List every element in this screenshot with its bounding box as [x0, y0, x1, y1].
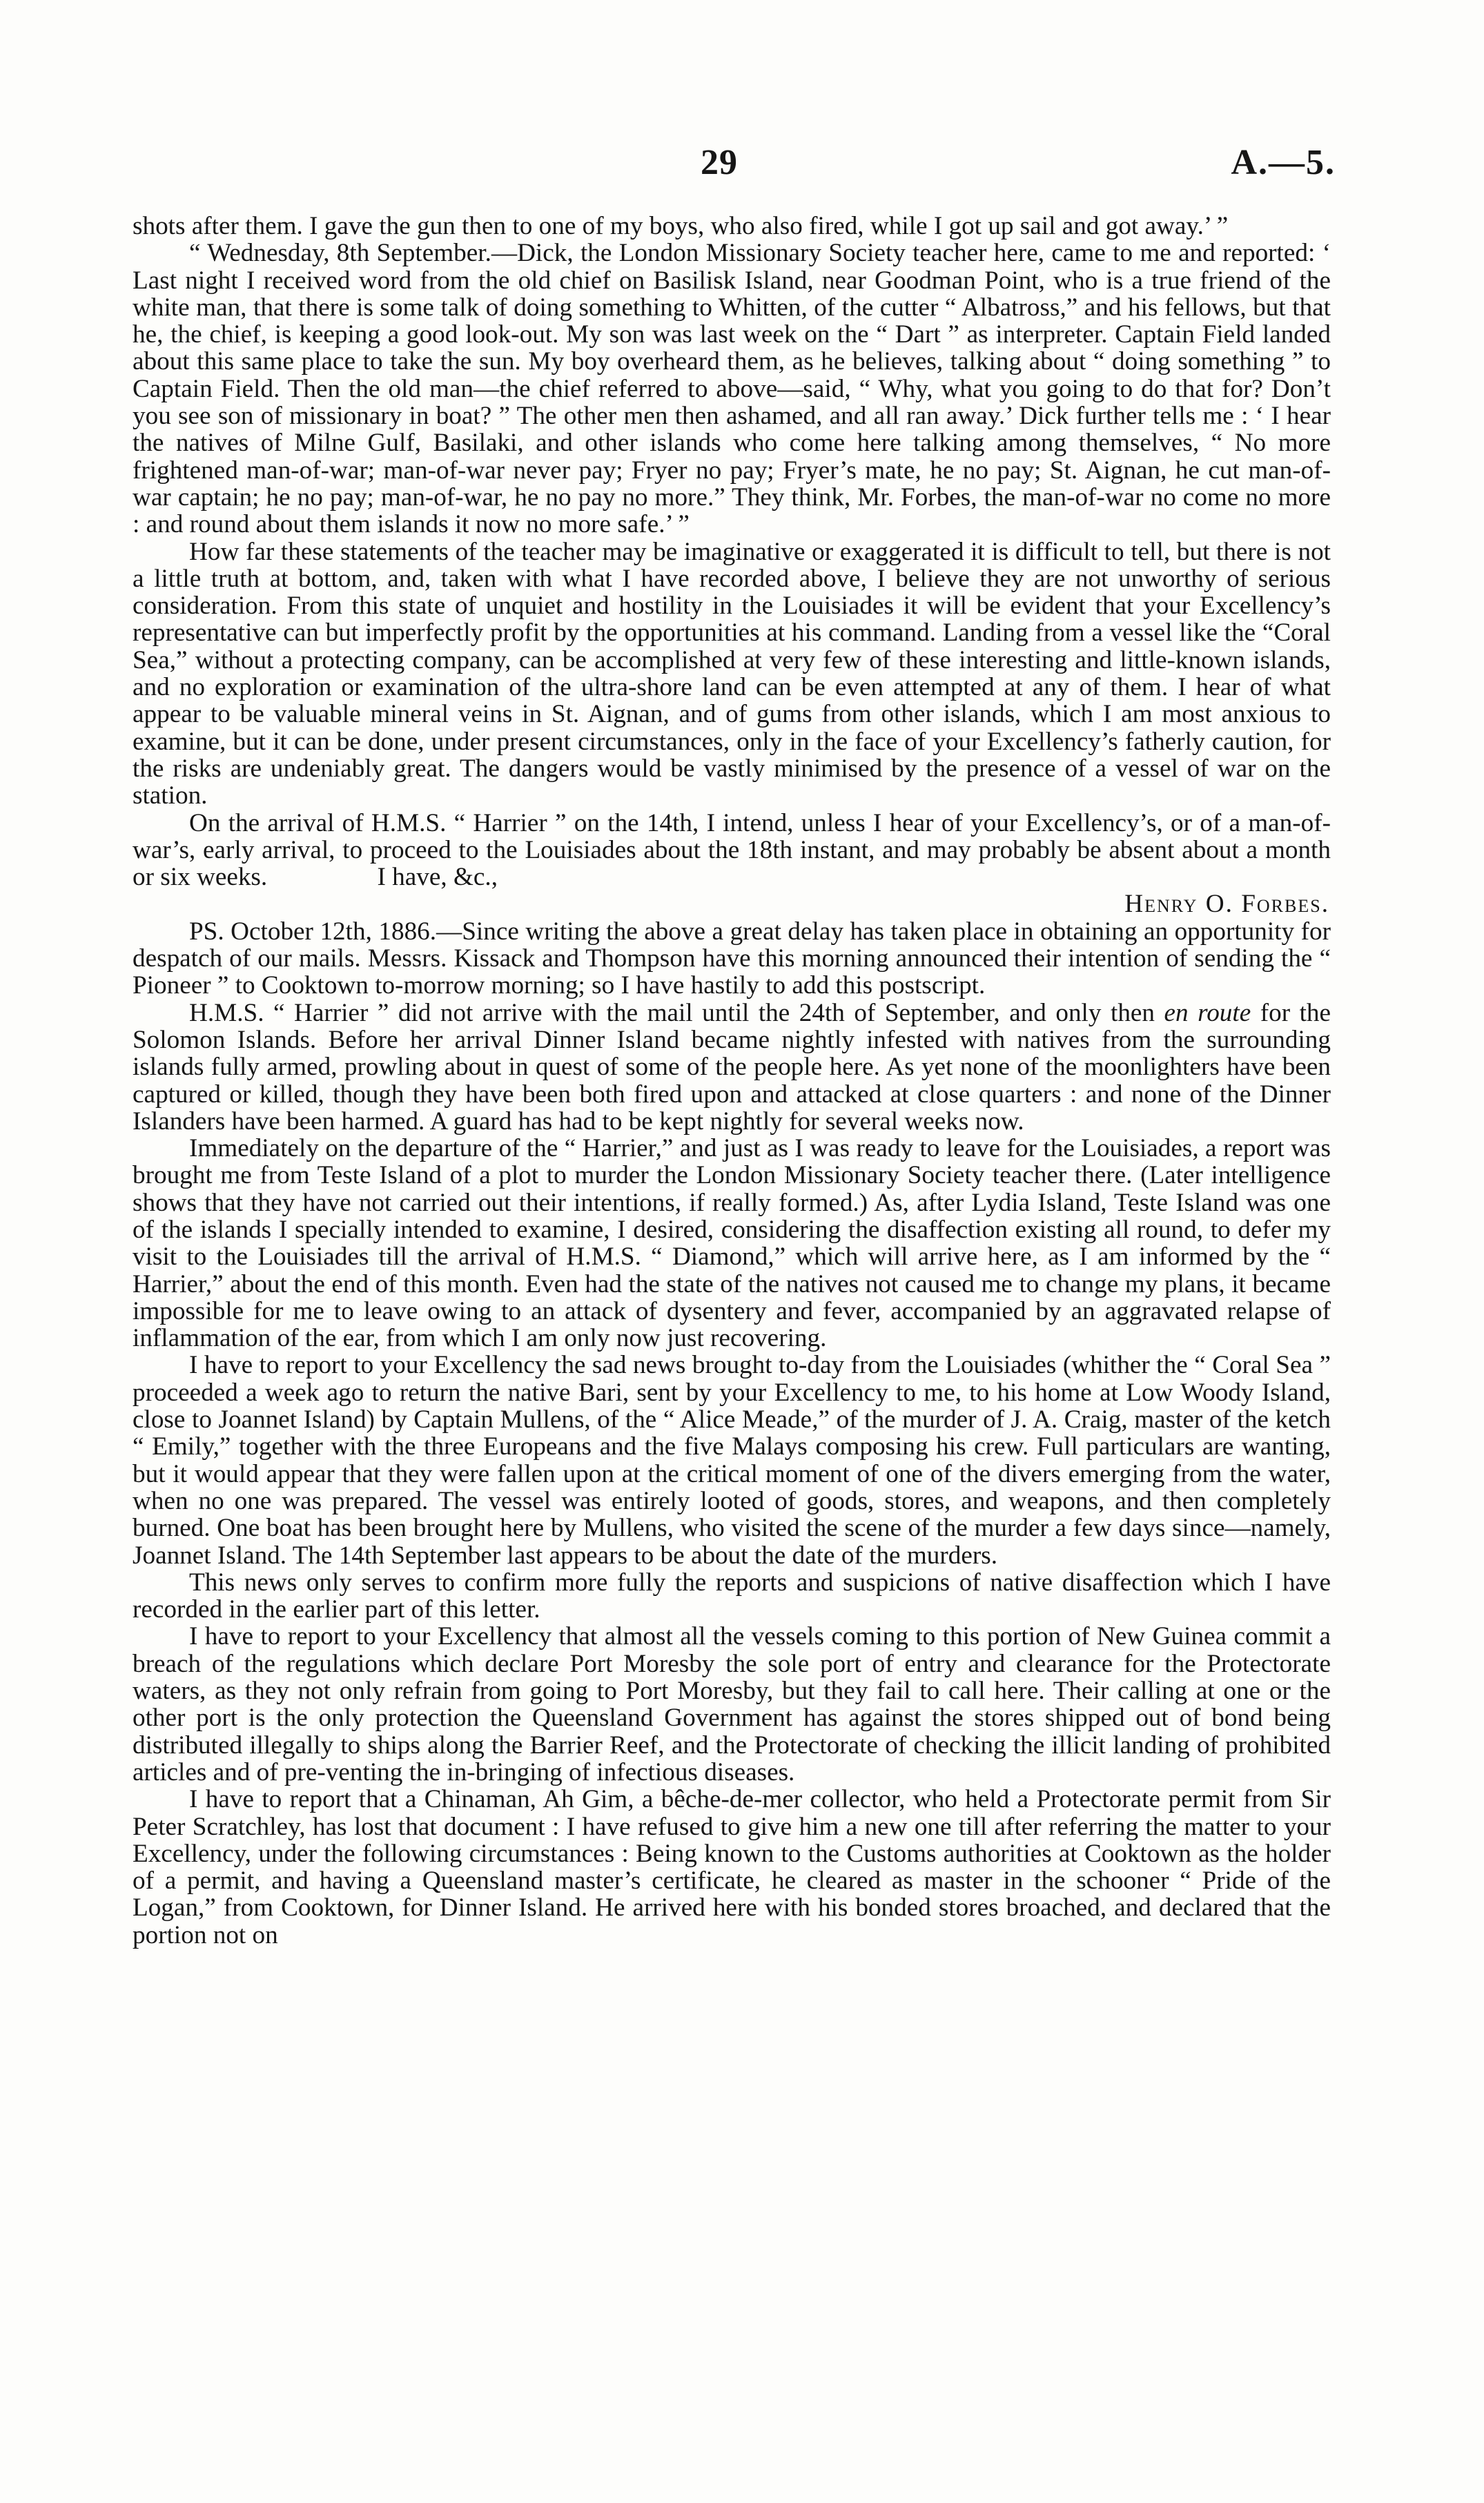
- paragraph-6-italic: en route: [1164, 998, 1251, 1027]
- page-number: 29: [701, 143, 738, 182]
- signature: Henry O. Forbes.: [1124, 890, 1329, 919]
- paragraph-3: How far these statements of the teacher may be imaginative or exaggerated it is difficult to tell, but there is not a little truth at bottom, and, taken with what I have recorded above, I believe they are not unworthy of serious consideration. From this state of unquiet and hostility in the Louisiades it will be evident that your Excellency’s representative can but imperfectly profit by the opportunities at his command. Landing from a vessel like the “Coral Sea,” without a protecting company, can be accomplished at very few of these interesting and little-known islands, and no exploration or examination of the ultra-shore land can be even attempted at any of them. I hear of what appear to be valuable mineral veins in St. Aignan, and of gums from other islands, which I am most anxious to examine, but it can be done, under present circumstances, only in the face of your Excellency’s fatherly caution, for the risks are undeniably great. The dangers would be vastly minimised by the presence of a vessel of war on the station.: [133, 537, 1331, 810]
- paragraph-9: This news only serves to confirm more fully the reports and suspicions of native disaffection which I have recorded in the earlier part of this letter.: [133, 1568, 1331, 1624]
- paragraph-4-text: On the arrival of H.M.S. “ Harrier ” on the 14th, I intend, unless I hear of your Excellency’s, or of a man-of-war’s, early arrival, to proceed to the Louisiades about the 18th instant, and may probably be absent about a month or six weeks.: [133, 808, 1331, 892]
- paragraph-postscript: PS. October 12th, 1886.—Since writing the above a great delay has taken place in obtaining an opportunity for despatch of our mails. Messrs. Kissack and Thompson have this morning announced their intention of sending the “ Pioneer ” to Cooktown to-morrow morning; so I have hastily to add this postscript.: [133, 917, 1331, 1000]
- paragraph-6-after: for the Solomon Islands. Before her arrival Dinner Island became nightly infested with natives from the surrounding islands fully armed, prowling about in quest of some of the people here. As yet none of the moonlighters have been captured or killed, though they have been both fired upon and attacked at close quarters : and none of the Dinner Islanders have been harmed. A guard has had to be kept nightly for several weeks now.: [133, 998, 1331, 1136]
- page-header: [0, 142, 1484, 191]
- paragraph-6-before: H.M.S. “ Harrier ” did not arrive with the mail until the 24th of September, and only then: [189, 998, 1155, 1027]
- letter-body: [133, 213, 1331, 1949]
- closing-formula: I have, &c.,: [377, 863, 498, 892]
- paragraph-2: “ Wednesday, 8th September.—Dick, the London Missionary Society teacher here, came to me and reported: ‘ Last night I received word from the old chief on Basilisk Island, near Goodman Point, who is a true friend of the white man, that there is some talk of doing something to Whitten, of the cutter “ Albatross,” and his fellows, but that he, the chief, is keeping a good look-out. My son was last week on the “ Dart ” as interpreter. Captain Field landed about this same place to take the sun. My boy overheard them, as he believes, talking about “ doing something ” to Captain Field. Then the old man—the chief referred to above—said, “ Why, what you going to do that for? Don’t you see son of missionary in boat? ” The other men then ashamed, and all ran away.’ Dick further tells me : ‘ I hear the natives of Milne Gulf, Basilaki, and other islands who come here talking among themselves, “ No more frightened man-of-war; man-of-war never pay; Fryer no pay; Fryer’s mate, he no pay; St. Aignan, he cut man-of-war captain; he no pay; man-of-war, he no pay no more.” They think, Mr. Forbes, the man-of-war no come no more : and round about them islands it now no more safe.’ ”: [133, 239, 1331, 539]
- document-reference: A.—5.: [1231, 143, 1336, 182]
- paragraph-6: [133, 1000, 1331, 1135]
- paragraph-1: shots after them. I gave the gun then to one of my boys, who also fired, while I got up sail and got away.’ ”: [133, 212, 1229, 240]
- paragraph-10: I have to report to your Excellency that almost all the vessels coming to this portion of New Guinea commit a breach of the regulations which declare Port Moresby the sole port of entry and clearance for the Protectorate waters, as they not only refrain from going to Port Moresby, but they fail to call here. Their calling at one or the other port is the only protection the Queensland Government has against the stores shipped out of bond being distributed illegally to ships along the Barrier Reef, and the Protectorate of checking the illicit landing of prohibited articles and of pre-venting the in-bringing of infectious diseases.: [133, 1622, 1331, 1786]
- paragraph-7: Immediately on the departure of the “ Harrier,” and just as I was ready to leave for the Louisiades, a report was brought me from Teste Island of a plot to murder the London Missionary Society teacher there. (Later intelligence shows that they have not carried out their intentions, if really formed.) As, after Lydia Island, Teste Island was one of the islands I specially intended to examine, I desired, considering the disaffection existing all round, to defer my visit to the Louisiades till the arrival of H.M.S. “ Diamond,” which will arrive here, as I am informed by the “ Harrier,” about the end of this month. Even had the state of the natives not caused me to change my plans, it became impossible for me to leave owing to an attack of dysentery and fever, accompanied by an aggravated relapse of inflammation of the ear, from which I am only now just recovering.: [133, 1134, 1331, 1353]
- paragraph-4: [133, 810, 1331, 891]
- paragraph-8: I have to report to your Excellency the sad news brought to-day from the Louisiades (whither the “ Coral Sea ” proceeded a week ago to return the native Bari, sent by your Excellency to me, to his home at Low Woody Island, close to Joannet Island) by Captain Mullens, of the “ Alice Meade,” of the murder of J. A. Craig, master of the ketch “ Emily,” together with the three Europeans and the five Malays composing his crew. Full particulars are wanting, but it would appear that they were fallen upon at the critical moment of one of the divers emerging from the water, when no one was prepared. The vessel was entirely looted of goods, stores, and weapons, and then completely burned. One boat has been brought here by Mullens, who visited the scene of the murder a few days since—namely, Joannet Island. The 14th September last appears to be about the date of the murders.: [133, 1351, 1331, 1570]
- paragraph-11: I have to report that a Chinaman, Ah Gim, a bêche-de-mer collector, who held a Protectorate permit from Sir Peter Scratchley, has lost that document : I have refused to give him a new one till after referring the matter to your Excellency, under the following circumstances : Being known to the Customs authorities at Cooktown as the holder of a permit, and having a Queensland master’s certificate, he cleared as master in the schooner “ Pride of the Logan,” from Cooktown, for Dinner Island. He arrived here with his bonded stores broached, and declared that the portion not on: [133, 1785, 1331, 1949]
